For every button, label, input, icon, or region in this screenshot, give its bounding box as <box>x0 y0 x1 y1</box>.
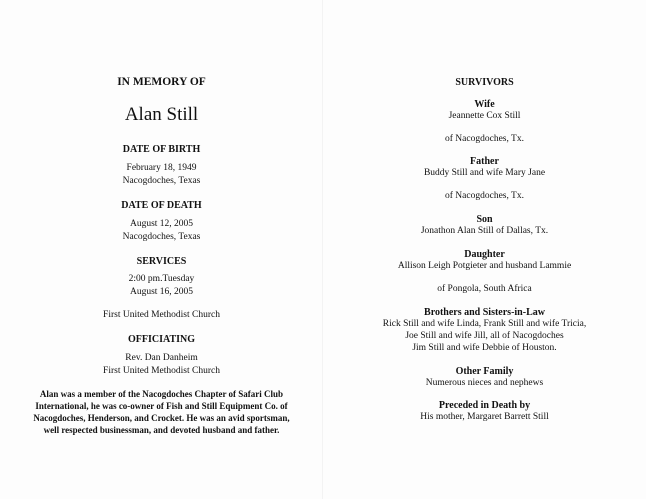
preceded-text: His mother, Margaret Barrett Still <box>420 412 549 422</box>
birth-place: Nacogdoches, Texas <box>122 176 201 186</box>
other-family-label: Other Family <box>455 366 514 377</box>
bio-line: Alan was a member of the Nacogdoches Chapter of Safari Club <box>39 389 284 399</box>
siblings-label: Brothers and Sisters-in-Law <box>424 307 545 318</box>
wife-location: of Nacogdoches, Tx. <box>445 134 524 144</box>
services-location: First United Methodist Church <box>103 310 220 320</box>
son-name: Jonathon Alan Still of Dallas, Tx. <box>420 226 549 236</box>
father-location: of Nacogdoches, Tx. <box>445 191 524 201</box>
officiant-church: First United Methodist Church <box>103 366 220 376</box>
other-family-text: Numerous nieces and nephews <box>425 378 544 388</box>
bio-line: Nacogdoches, Henderson, and Crocket. He was an avid sportsman, <box>33 413 290 423</box>
daughter-label: Daughter <box>464 249 505 260</box>
survivors-heading: SURVIVORS <box>455 77 514 88</box>
death-date: August 12, 2005 <box>129 219 194 229</box>
father-label: Father <box>470 156 499 167</box>
services-time: 2:00 pm.Tuesday <box>128 274 195 284</box>
birth-label: DATE OF BIRTH <box>122 144 201 155</box>
services-label: SERVICES <box>136 256 187 267</box>
bio-line: International, he was co-owner of Fish and Still Equipment Co. of <box>35 401 288 411</box>
daughter-location: of Pongola, South Africa <box>437 284 532 294</box>
wife-name: Jeannette Cox Still <box>448 111 521 121</box>
birth-date: February 18, 1949 <box>126 163 197 173</box>
memorial-heading: IN MEMORY OF <box>117 76 206 88</box>
bio-line: well respected businessman, and devoted husband and father. <box>43 425 280 435</box>
officiating-label: OFFICIATING <box>127 334 196 345</box>
deceased-name: Alan Still <box>124 104 199 125</box>
siblings-line: Jim Still and wife Debbie of Houston. <box>412 343 557 353</box>
wife-label: Wife <box>474 99 495 110</box>
preceded-label: Preceded in Death by <box>438 400 531 411</box>
siblings-line: Rick Still and wife Linda, Frank Still and wife Tricia, <box>382 319 587 329</box>
death-label: DATE OF DEATH <box>121 200 202 211</box>
death-place: Nacogdoches, Texas <box>122 232 201 242</box>
services-date: August 16, 2005 <box>129 287 194 297</box>
daughter-name: Allison Leigh Potgieter and husband Lammie <box>397 261 572 271</box>
officiant-name: Rev. Dan Danheim <box>125 353 198 363</box>
father-name: Buddy Still and wife Mary Jane <box>423 168 546 178</box>
siblings-line: Joe Still and wife Jill, all of Nacogdoches <box>405 331 564 341</box>
son-label: Son <box>476 214 493 225</box>
